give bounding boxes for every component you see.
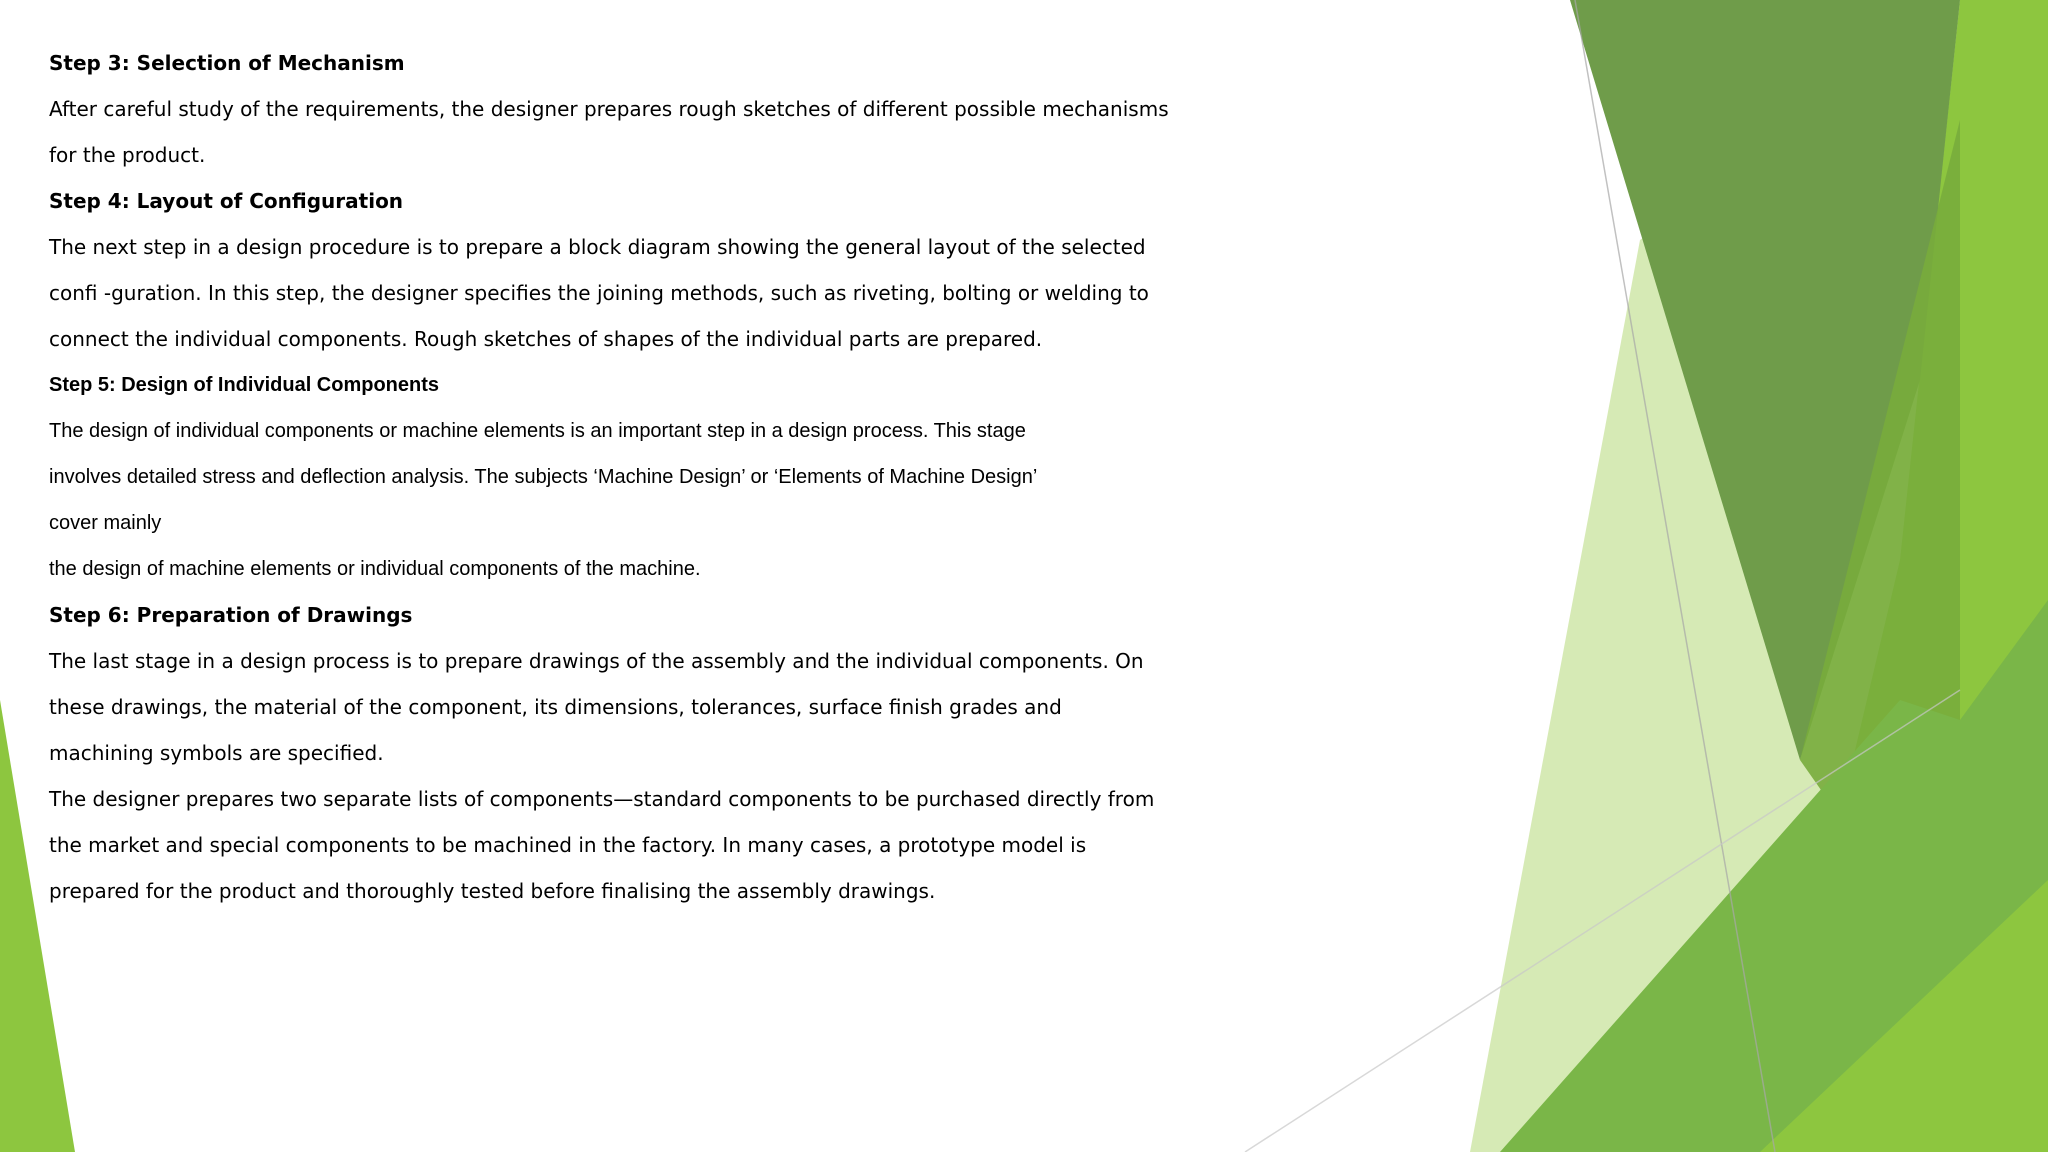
step6-text-line: machining symbols are specified. (49, 741, 384, 765)
step3-heading: Step 3: Selection of Mechanism (49, 51, 405, 75)
slide-body (49, 40, 2029, 914)
step3-text-line: for the product. (49, 143, 206, 167)
step5-text-line: The design of individual components or machine elements is an important step in a design process. This stage (49, 420, 1026, 442)
step6-text-line: prepared for the product and thoroughly tested before finalising the assembly drawings. (49, 879, 936, 903)
step3-text-line: After careful study of the requirements, the designer prepares rough sketches of different possible mechanisms (49, 97, 1169, 121)
step5-text-line: cover mainly (49, 512, 162, 534)
step6-text-line: The last stage in a design process is to prepare drawings of the assembly and the individual components. On (49, 649, 1144, 673)
step6-text-line: The designer prepares two separate lists of components—standard components to be purchased directly from (49, 787, 1155, 811)
step4-text-line: The next step in a design procedure is to prepare a block diagram showing the general layout of the selected (49, 235, 1146, 259)
step6-heading: Step 6: Preparation of Drawings (49, 603, 413, 627)
step6-text-line: the market and special components to be machined in the factory. In many cases, a prototype model is (49, 833, 1087, 857)
step4-heading: Step 4: Layout of Configuration (49, 189, 404, 213)
step4-text-line: confi -guration. In this step, the designer specifies the joining methods, such as riveting, bolting or welding to (49, 281, 1149, 305)
step5-heading: Step 5: Design of Individual Components (49, 374, 440, 396)
step5-text-line: involves detailed stress and deflection analysis. The subjects ‘Machine Design’ or ‘Elements of Machine Design’ (49, 466, 1038, 488)
step5-text-line: the design of machine elements or individual components of the machine. (49, 558, 701, 580)
step6-text-line: these drawings, the material of the component, its dimensions, tolerances, surface finish grades and (49, 695, 1062, 719)
step4-text-line: connect the individual components. Rough sketches of shapes of the individual parts are prepared. (49, 327, 1043, 351)
